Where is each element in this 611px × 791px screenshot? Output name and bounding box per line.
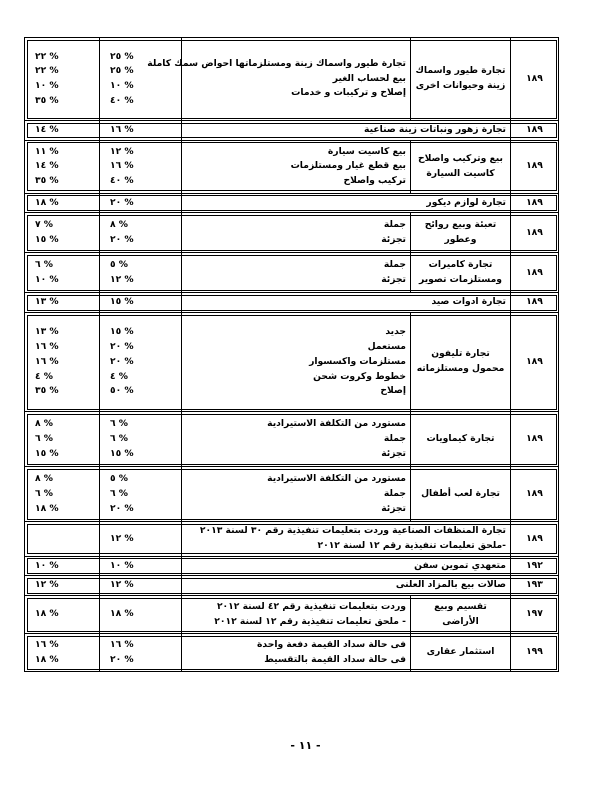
- rate-value: ٢٠ %: [110, 502, 134, 514]
- rate-column-a: [100, 596, 182, 634]
- rate-value: ١٠ %: [110, 559, 134, 571]
- rate-value: ١٥ %: [35, 447, 59, 459]
- rate-value: ١٠ %: [35, 559, 59, 571]
- activity-details: [182, 253, 411, 293]
- rate-value: ٦ %: [35, 432, 54, 444]
- table-row: [25, 556, 559, 576]
- detail-line: مستورد من التكلفة الاستيرادية: [267, 473, 406, 485]
- table-row: [25, 596, 559, 634]
- detail-line: تجزئة: [381, 233, 406, 245]
- rate-value: ٥ %: [110, 473, 129, 485]
- activity-name: بيع وتركيب واصلاح كاسيت السيارة: [411, 140, 511, 193]
- activity-name: استثمار عقارى: [411, 634, 511, 672]
- activity-details: [182, 634, 411, 672]
- rate-value: ١٠ %: [35, 80, 59, 91]
- rate-value: ١٢ %: [110, 273, 134, 285]
- rate-value: ٣٥ %: [35, 94, 59, 106]
- activity-name: تجارة المنظفات الصناعية وردت بتعليمات تنفيذية رقم ٣٠ لسنة ٢٠١٣ -ملحق تعليمات تنفيذية رقم ١٢ لسنة ٢٠١٢: [182, 522, 511, 556]
- activity-number: ١٩٩: [511, 634, 559, 672]
- rate-value: ٦ %: [110, 432, 129, 444]
- detail-line: بيع كاسيت سيارة: [327, 145, 406, 157]
- activity-number: ١٨٩: [511, 313, 559, 412]
- activity-number: ١٨٩: [511, 140, 559, 193]
- detail-line: مستلزمات واكسسوار: [309, 355, 406, 367]
- rate-value: ١٣ %: [35, 326, 59, 338]
- rate-value: ١٦ %: [35, 355, 59, 367]
- rate-value: ١١ %: [35, 145, 59, 157]
- rate-column-b: [25, 293, 100, 313]
- detail-line: تجارة طيور واسماك زينة ومستلزماتها احواض سمك كاملة: [147, 57, 406, 69]
- table-row: [25, 38, 559, 121]
- detail-line: فى حالة سداد القيمة دفعة واحدة: [257, 638, 406, 650]
- detail-line: جملة: [383, 219, 406, 231]
- rate-value: ١٤ %: [35, 124, 59, 135]
- detail-line: جملة: [383, 487, 406, 499]
- rate-value: ١٤ %: [35, 160, 59, 172]
- rate-value: ٨ %: [35, 418, 54, 430]
- activity-name: تقسيم وبيع الأراضى: [411, 596, 511, 634]
- rate-column-a: [100, 213, 182, 253]
- table-row: [25, 213, 559, 253]
- detail-line: إصلاح: [380, 385, 406, 397]
- rate-column-b: [25, 213, 100, 253]
- rate-value: ١٨ %: [35, 608, 59, 620]
- rate-value: ١٥ %: [110, 326, 134, 338]
- activity-name: متعهدي تموين سفن: [182, 556, 511, 576]
- rate-value: ١٠ %: [35, 273, 59, 285]
- detail-line: تجزئة: [381, 273, 406, 285]
- detail-line: تركيب واصلاح: [343, 175, 406, 187]
- activity-number: ١٨٩: [511, 467, 559, 522]
- table-row: [25, 412, 559, 467]
- page-number: - ١١ -: [290, 739, 321, 752]
- activity-name: تجارة طيور واسماك زينة وحيوانات اخرى: [411, 38, 511, 121]
- rate-column-b: [25, 253, 100, 293]
- activity-number: ١٨٩: [511, 412, 559, 467]
- rate-value: ٢٠ %: [110, 233, 134, 245]
- rate-value: ١٦ %: [110, 160, 134, 172]
- rate-column-a: [100, 313, 182, 412]
- rate-column-b: [25, 556, 100, 576]
- activity-number: ١٩٧: [511, 596, 559, 634]
- detail-line: تجزئة: [381, 447, 406, 459]
- rate-value: ٢٠ %: [110, 653, 134, 665]
- activity-name: تعبئة وبيع روائح وعطور: [411, 213, 511, 253]
- rate-value: ١٢ %: [110, 532, 134, 544]
- detail-line: إصلاح و تركيبات و خدمات: [291, 87, 406, 99]
- detail-line: بيع قطع غيار ومستلزمات: [290, 160, 406, 172]
- rate-column-b: [25, 140, 100, 193]
- rate-value: ١٨ %: [110, 608, 134, 620]
- table-row: [25, 313, 559, 412]
- rate-column-a: [100, 253, 182, 293]
- rate-column-a: [100, 522, 182, 556]
- detail-line: جملة: [383, 432, 406, 444]
- rate-value: ٢٢ %: [35, 50, 59, 62]
- rate-value: ١٥ %: [110, 447, 134, 459]
- rate-column-b: [25, 38, 100, 121]
- rate-value: ٦ %: [35, 487, 54, 499]
- rate-value: ٤ %: [110, 370, 129, 382]
- rate-value: ١٦ %: [110, 638, 134, 650]
- rate-value: ٢٥ %: [110, 50, 134, 62]
- rate-value: ٢٢ %: [35, 65, 59, 77]
- detail-line: مستورد من التكلفة الاستيرادية: [267, 418, 406, 430]
- activity-details: [182, 213, 411, 253]
- rate-value: ١٦ %: [35, 341, 59, 353]
- activity-details: [147, 38, 411, 121]
- detail-line: خطوط وكروت شحن: [313, 370, 406, 382]
- rate-value: ١٥ %: [35, 233, 59, 245]
- rate-value: ٥ %: [110, 259, 129, 271]
- rate-column-a: [100, 140, 182, 193]
- rate-column-a: [100, 121, 182, 141]
- rate-value: ١٢ %: [110, 145, 134, 157]
- rate-column-b: [25, 121, 100, 141]
- activity-number: ١٨٩: [511, 293, 559, 313]
- activity-name: تجارة تليفون محمول ومستلزماته: [411, 313, 511, 412]
- rate-column-b: [25, 193, 100, 213]
- activity-details: [182, 412, 411, 467]
- rate-value: ٣٥ %: [35, 385, 59, 397]
- detail-line: جملة: [383, 259, 406, 271]
- detail-line: - ملحق تعليمات تنفيذية رقم ١٢ لسنة ٢٠١٢: [214, 615, 406, 627]
- rate-value: ٢٠ %: [110, 341, 134, 353]
- rate-value: ١٨ %: [35, 653, 59, 665]
- activity-name: تجارة كاميرات ومستلزمات تصوير: [411, 253, 511, 293]
- activity-number: ١٩٢: [511, 556, 559, 576]
- table-row: [25, 121, 559, 141]
- table-row: [25, 193, 559, 213]
- rate-value: ٢٥ %: [110, 65, 134, 77]
- rate-column-a: [100, 193, 182, 213]
- rate-value: ٦ %: [110, 487, 129, 499]
- rate-column-a: [100, 293, 182, 313]
- activity-details: [182, 140, 411, 193]
- detail-line: جديد: [385, 326, 406, 338]
- table-row: [25, 140, 559, 193]
- activity-number: ١٩٣: [511, 576, 559, 596]
- rate-value: ٤ %: [35, 370, 54, 382]
- rate-value: ٢٠ %: [110, 196, 134, 208]
- table-row: [25, 293, 559, 313]
- rate-value: ٨ %: [35, 473, 54, 485]
- rate-value: ١٢ %: [110, 579, 134, 591]
- activity-name: تجارة زهور ونباتات زينة صناعية: [182, 121, 511, 141]
- rate-column-b: [25, 522, 100, 556]
- rate-column-b: [25, 634, 100, 672]
- rate-value: ١٢ %: [35, 579, 59, 591]
- activity-number: ١٨٩: [511, 121, 559, 141]
- table-row: [25, 467, 559, 522]
- activity-name: تجارة ادوات صيد: [182, 293, 511, 313]
- detail-line: مستعمل: [367, 341, 406, 353]
- activity-rates-table: [24, 37, 559, 672]
- activity-number: ١٨٩: [511, 522, 559, 556]
- rate-column-b: [25, 313, 100, 412]
- rate-column-b: [25, 467, 100, 522]
- rate-column-b: [25, 412, 100, 467]
- detail-line: تجزئة: [381, 502, 406, 514]
- rate-value: ٧ %: [35, 219, 54, 231]
- rate-value: ١٥ %: [110, 296, 134, 308]
- rate-value: ١٦ %: [35, 638, 59, 650]
- rate-value: ٤٠ %: [110, 175, 134, 187]
- activity-name: صالات بيع بالمزاد العلنى: [182, 576, 511, 596]
- rate-column-a: [100, 634, 182, 672]
- rate-value: ٦ %: [110, 418, 129, 430]
- rate-value: ٥٠ %: [110, 385, 134, 397]
- activity-number: ١٨٩: [511, 213, 559, 253]
- rate-column-a: [100, 576, 182, 596]
- rate-column-a: [100, 38, 182, 121]
- activity-name: تجارة لوازم ديكور: [182, 193, 511, 213]
- rate-value: ١٠ %: [110, 80, 134, 91]
- table-row: [25, 634, 559, 672]
- rate-value: ١٦ %: [110, 124, 134, 135]
- table-row: [25, 576, 559, 596]
- detail-line: وردت بتعليمات تنفيذية رقم ٤٢ لسنة ٢٠١٢: [216, 600, 406, 612]
- activity-name: تجارة كيماويات: [411, 412, 511, 467]
- activity-details: [182, 467, 411, 522]
- rate-value: ٦ %: [35, 259, 54, 271]
- table-row: [25, 253, 559, 293]
- rate-value: ١٨ %: [35, 196, 59, 208]
- rate-value: ٨ %: [110, 219, 129, 231]
- rate-value: ٤٠ %: [110, 94, 134, 106]
- rate-column-b: [25, 596, 100, 634]
- rate-value: ١٣ %: [35, 296, 59, 308]
- activity-details: [182, 596, 411, 634]
- table-row: [25, 522, 559, 556]
- rate-column-a: [100, 467, 182, 522]
- activity-number: ١٨٩: [511, 38, 559, 121]
- rate-column-b: [25, 576, 100, 596]
- rate-value: ١٨ %: [35, 502, 59, 514]
- rate-value: ٣٥ %: [35, 175, 59, 187]
- detail-line: بيع لحساب الغير: [332, 72, 406, 84]
- rate-value: ٢٠ %: [110, 355, 134, 367]
- activity-number: ١٨٩: [511, 253, 559, 293]
- activity-details: [182, 313, 411, 412]
- detail-line: فى حالة سداد القيمة بالتقسيط: [264, 653, 406, 665]
- rate-column-a: [100, 412, 182, 467]
- activity-number: ١٨٩: [511, 193, 559, 213]
- rate-column-a: [100, 556, 182, 576]
- activity-name: تجارة لعب أطفال: [411, 467, 511, 522]
